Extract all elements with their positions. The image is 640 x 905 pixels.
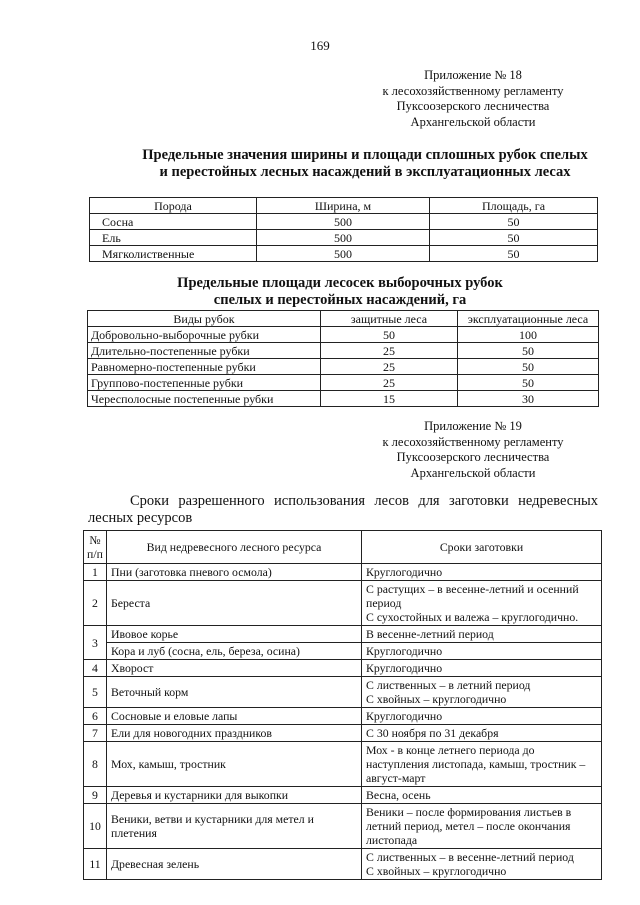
column-header-terms: Сроки заготовки bbox=[362, 531, 602, 564]
table2-title-line2: спелых и перестойных насаждений, га bbox=[213, 292, 467, 308]
table3-title-line2: лесных ресурсов bbox=[88, 510, 193, 526]
cut-type-cell: Длительно-постепенные рубки bbox=[88, 343, 321, 359]
resource-cell: Ели для новогодних праздников bbox=[107, 725, 362, 742]
species-cell: Мягколиственные bbox=[90, 246, 257, 262]
table2-title bbox=[80, 275, 600, 309]
exploitation-cell: 50 bbox=[458, 343, 599, 359]
terms-line: С хвойных – круглогодично bbox=[366, 864, 507, 878]
column-header-exploitation: эксплуатационные леса bbox=[458, 311, 599, 327]
cut-type-cell: Чересполосные постепенные рубки bbox=[88, 391, 321, 407]
column-header-width: Ширина, м bbox=[257, 198, 430, 214]
column-header-protective: защитные леса bbox=[321, 311, 458, 327]
table-row bbox=[84, 849, 602, 880]
terms-cell: Круглогодично bbox=[362, 708, 602, 725]
table-header-row bbox=[88, 311, 599, 327]
resource-cell: Веники, ветви и кустарники для метел и плетения bbox=[107, 804, 362, 849]
column-header-species: Порода bbox=[90, 198, 257, 214]
resource-cell: Сосновые и еловые лапы bbox=[107, 708, 362, 725]
table-header-row bbox=[90, 198, 598, 214]
table-row bbox=[88, 343, 599, 359]
row-number: 10 bbox=[84, 804, 107, 849]
table-header-row bbox=[84, 531, 602, 564]
protective-cell: 15 bbox=[321, 391, 458, 407]
area-cell: 50 bbox=[430, 246, 598, 262]
species-cell: Сосна bbox=[90, 214, 257, 230]
resource-cell: Хворост bbox=[107, 660, 362, 677]
table-row bbox=[90, 230, 598, 246]
exploitation-cell: 30 bbox=[458, 391, 599, 407]
table-row bbox=[88, 391, 599, 407]
protective-cell: 25 bbox=[321, 375, 458, 391]
resource-cell: Деревья и кустарники для выкопки bbox=[107, 787, 362, 804]
column-header-cut-type: Виды рубок bbox=[88, 311, 321, 327]
resource-cell: Мох, камыш, тростник bbox=[107, 742, 362, 787]
appendix-19-line4: Архангельской области bbox=[410, 465, 536, 480]
row-number: 3 bbox=[84, 626, 107, 660]
table-row bbox=[90, 246, 598, 262]
species-cell: Ель bbox=[90, 230, 257, 246]
appendix-19-line3: Пуксоозерского лесничества bbox=[396, 450, 550, 464]
terms-cell: Круглогодично bbox=[362, 643, 602, 660]
clearcut-limits-table bbox=[89, 197, 598, 262]
resource-cell: Ивовое корье bbox=[107, 626, 362, 643]
width-cell: 500 bbox=[257, 214, 430, 230]
table-row bbox=[88, 359, 599, 375]
terms-cell bbox=[362, 581, 602, 626]
table-row bbox=[84, 742, 602, 787]
row-number: 5 bbox=[84, 677, 107, 708]
appendix-19-header bbox=[368, 419, 578, 481]
terms-line: С лиственных – в весенне-летний период bbox=[366, 850, 574, 864]
table-row bbox=[84, 660, 602, 677]
table2-title-line1: Предельные площади лесосек выборочных рубок bbox=[177, 275, 503, 291]
row-number: 9 bbox=[84, 787, 107, 804]
table-row bbox=[84, 643, 602, 660]
cut-type-cell: Добровольно-выборочные рубки bbox=[88, 327, 321, 343]
table-row bbox=[84, 804, 602, 849]
appendix-18-line4: Архангельской области bbox=[410, 114, 536, 129]
table-row bbox=[84, 787, 602, 804]
terms-line: С сухостойных и валежа – круглогодично. bbox=[366, 610, 579, 624]
resource-cell: Пни (заготовка пневого осмола) bbox=[107, 564, 362, 581]
exploitation-cell: 50 bbox=[458, 359, 599, 375]
cut-type-cell: Группово-постепенные рубки bbox=[88, 375, 321, 391]
resource-cell: Древесная зелень bbox=[107, 849, 362, 880]
table-row bbox=[88, 327, 599, 343]
non-timber-resources-table bbox=[83, 530, 602, 880]
width-cell: 500 bbox=[257, 246, 430, 262]
protective-cell: 50 bbox=[321, 327, 458, 343]
column-header-number: № п/п bbox=[84, 531, 107, 564]
table1-title bbox=[90, 147, 640, 181]
resource-cell: Кора и луб (сосна, ель, береза, осина) bbox=[107, 643, 362, 660]
table-row bbox=[84, 708, 602, 725]
cut-type-cell: Равномерно-постепенные рубки bbox=[88, 359, 321, 375]
column-header-resource: Вид недревесного лесного ресурса bbox=[107, 531, 362, 564]
table1-title-line2: и перестойных лесных насаждений в эксплуатационных лесах bbox=[159, 164, 571, 180]
table-row bbox=[84, 677, 602, 708]
table-row bbox=[90, 214, 598, 230]
row-number: 11 bbox=[84, 849, 107, 880]
column-header-area: Площадь, га bbox=[430, 198, 598, 214]
terms-line: С хвойных – круглогодично bbox=[366, 692, 507, 706]
row-number: 6 bbox=[84, 708, 107, 725]
table-row bbox=[84, 626, 602, 643]
resource-cell: Береста bbox=[107, 581, 362, 626]
terms-cell: Мох - в конце летнего периода до наступления листопада, камыш, тростник – август-март bbox=[362, 742, 602, 787]
table3-title-line1: Сроки разрешенного использования лесов для заготовки недревесных bbox=[130, 493, 598, 509]
table-row bbox=[84, 725, 602, 742]
terms-line: С растущих – в весенне-летний и осенний период bbox=[366, 582, 579, 610]
appendix-18-line1: Приложение № 18 bbox=[424, 68, 522, 82]
appendix-18-line2: к лесохозяйственному регламенту bbox=[382, 83, 564, 98]
terms-cell: Круглогодично bbox=[362, 660, 602, 677]
protective-cell: 25 bbox=[321, 359, 458, 375]
resource-cell: Веточный корм bbox=[107, 677, 362, 708]
terms-cell bbox=[362, 849, 602, 880]
appendix-19-line1: Приложение № 19 bbox=[424, 419, 522, 433]
appendix-19-line2: к лесохозяйственному регламенту bbox=[382, 434, 564, 449]
terms-cell: С 30 ноября по 31 декабря bbox=[362, 725, 602, 742]
selective-cut-limits-table bbox=[87, 310, 599, 407]
table-row bbox=[84, 581, 602, 626]
area-cell: 50 bbox=[430, 214, 598, 230]
row-number: 8 bbox=[84, 742, 107, 787]
terms-line: С лиственных – в летний период bbox=[366, 678, 531, 692]
terms-cell: В весенне-летний период bbox=[362, 626, 602, 643]
area-cell: 50 bbox=[430, 230, 598, 246]
exploitation-cell: 50 bbox=[458, 375, 599, 391]
appendix-18-line3: Пуксоозерского лесничества bbox=[396, 99, 550, 113]
terms-cell: Веники – после формирования листьев в летний период, метел – после окончания листопада bbox=[362, 804, 602, 849]
protective-cell: 25 bbox=[321, 343, 458, 359]
row-number: 7 bbox=[84, 725, 107, 742]
table1-title-line1: Предельные значения ширины и площади сплошных рубок спелых bbox=[142, 147, 588, 163]
terms-cell: Весна, осень bbox=[362, 787, 602, 804]
appendix-18-header bbox=[368, 68, 578, 130]
table-row bbox=[84, 564, 602, 581]
width-cell: 500 bbox=[257, 230, 430, 246]
row-number: 1 bbox=[84, 564, 107, 581]
row-number: 4 bbox=[84, 660, 107, 677]
page-number: 169 bbox=[310, 38, 330, 53]
terms-cell: Круглогодично bbox=[362, 564, 602, 581]
terms-cell bbox=[362, 677, 602, 708]
exploitation-cell: 100 bbox=[458, 327, 599, 343]
table-row bbox=[88, 375, 599, 391]
row-number: 2 bbox=[84, 581, 107, 626]
